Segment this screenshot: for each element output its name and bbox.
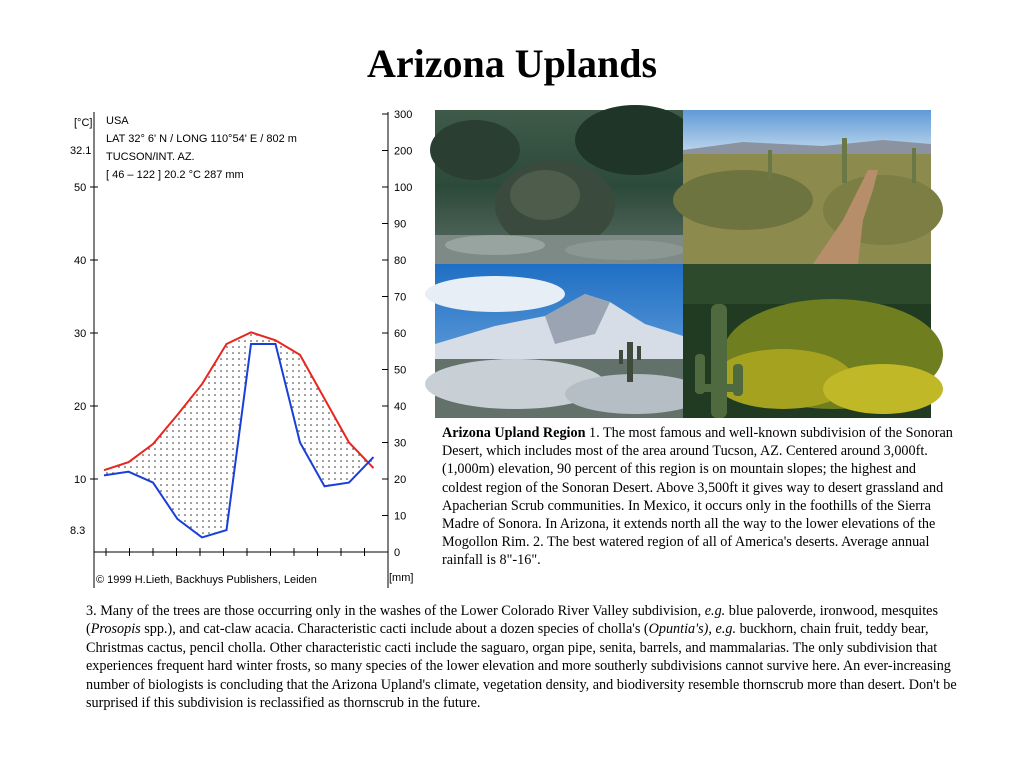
country-label: USA (106, 115, 129, 127)
summary-label: [ 46 – 122 ] 20.2 °C 287 mm (106, 169, 244, 181)
right-tick-label: 30 (394, 437, 407, 450)
body-prosopis: Prosopis (90, 621, 141, 638)
climate-diagram (70, 104, 422, 591)
right-tick-label: 100 (394, 182, 413, 194)
photo-grid (435, 110, 931, 418)
cholla-in-snow-photo (435, 110, 683, 264)
right-tick-label: 40 (394, 401, 407, 413)
min-temp-label: 8.3 (70, 525, 86, 537)
precip-unit-label: [mm] (389, 572, 414, 584)
snowy-mountain-saguaro-photo (435, 264, 683, 418)
station-label: TUCSON/INT. AZ. (106, 151, 195, 163)
body-opuntia: Opuntia's) (648, 621, 709, 638)
left-tick-label: 30 (74, 328, 87, 340)
right-tick-label: 20 (394, 474, 407, 486)
left-tick-label: 10 (74, 474, 87, 486)
photo-caption (442, 424, 958, 570)
max-temp-label: 32.1 (70, 145, 92, 157)
right-tick-label: 200 (394, 145, 413, 158)
page-title: Arizona Uplands (366, 41, 658, 86)
right-tick-label: 300 (394, 109, 413, 121)
right-tick-label: 10 (394, 510, 407, 523)
caption-heading: Arizona Upland Region (442, 425, 586, 441)
right-tick-label: 70 (394, 291, 407, 304)
right-axis-ticks (382, 109, 412, 559)
coordinates-label: LAT 32° 6' N / LONG 110°54' E / 802 m (106, 133, 297, 145)
left-tick-label: 20 (74, 401, 87, 413)
body-eg-1: e.g. (704, 603, 726, 619)
caption-text: 1. The most famous and well-known subdivision of the Sonoran Desert, which includes most of the area around Tucson, AZ. Centered around 3,000ft. (1,000m) elevation, 90 percent of this region is on mountain slopes; the highest and coldest region of the Sonoran Desert. Above 3,500ft it gives way to desert grassland and Apacherian Scrub communities. In Mexico, it occurs only in the foothills of the Sierra Madre of Sonora. In Arizona, it extends north all the way to the lower elevations of the Mogollon Rim. 2. The best watered region of all of America's deserts. Average annual rainfall is 8"-16". (442, 425, 953, 569)
temp-unit-label: [°C] (74, 117, 93, 129)
saguaro-brittlebush-photo (683, 264, 931, 418)
right-tick-label: 0 (394, 547, 401, 559)
right-tick-label: 90 (394, 218, 407, 231)
body-text-1: 3. Many of the trees are those occurring only in the washes of the Lower Colorado River Valley subdivision, (86, 603, 705, 619)
left-tick-label: 50 (74, 182, 87, 194)
left-tick-label: 40 (74, 255, 87, 267)
body-text-5: buckhorn, chain fruit, teddy bear, Christmas cactus, pencil cholla. Other characteristic cacti include the saguaro, organ pipe, senita, barrels, and mammalarias. The only subdivision that experiences frequent hard winter frosts, so many species of the lower elevation and more southerly subdivisions cannot survive here. An ever-increasing number of biologists is concluding that the Arizona Upland's climate, vegetation density, and biodiversity resemble thornscrub more than desert. Don't be surprised if this subdivision is reclassified as thornscrub in the future. (86, 621, 957, 712)
right-tick-label: 60 (394, 328, 407, 340)
right-tick-label: 50 (394, 364, 407, 377)
right-tick-label: 80 (394, 255, 407, 267)
body-text-3: spp.), and cat-claw acacia. Characteristic cacti include about a dozen species of cholla's ( (140, 621, 649, 638)
copyright-label: © 1999 H.Lieth, Backhuys Publishers, Leiden (96, 574, 317, 586)
body-text-4: , (708, 621, 716, 638)
body-eg-2: e.g. (715, 621, 737, 638)
body-paragraph (86, 602, 958, 712)
body-text-2: blue paloverde, ironwood, mesquites ( (86, 603, 938, 638)
desert-trail-saguaro-photo (683, 110, 931, 264)
